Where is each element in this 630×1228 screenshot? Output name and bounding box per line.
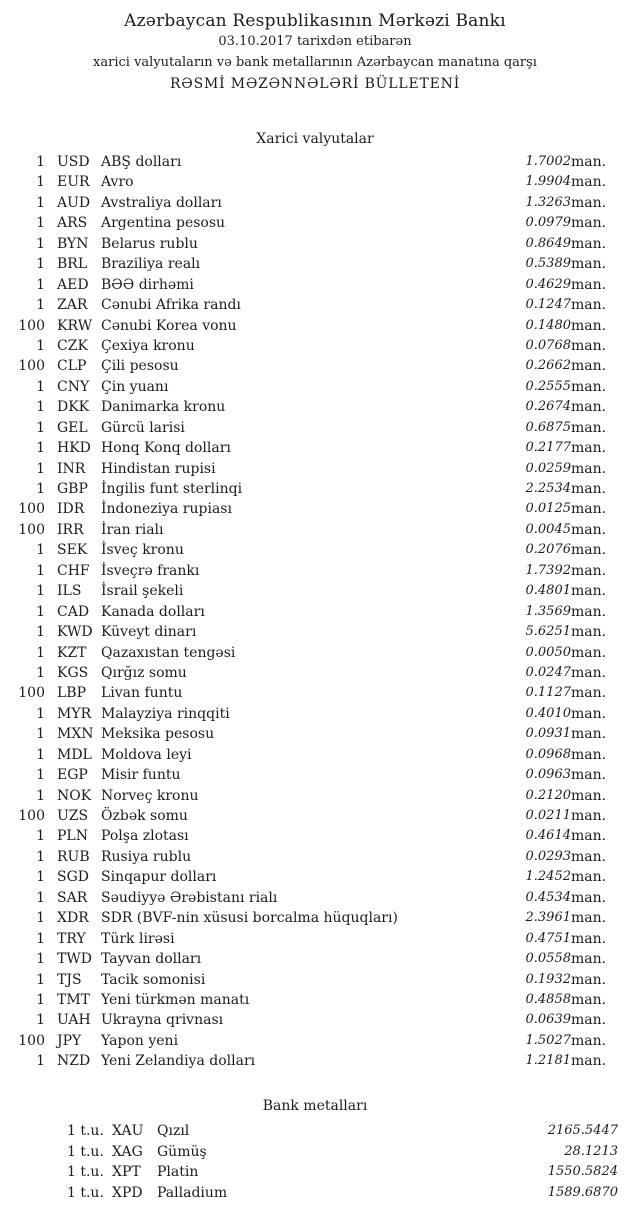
currency-rate: 0.2674	[525, 399, 571, 415]
currency-rate: 0.1127	[525, 685, 571, 701]
currency-row	[0, 316, 630, 336]
currency-row	[0, 540, 630, 560]
currency-rate: 1.9904	[525, 174, 571, 190]
currency-row	[0, 561, 630, 581]
currency-unit: man.	[571, 644, 607, 661]
currency-name: Sinqapur dolları	[101, 869, 217, 886]
currency-unit: man.	[571, 276, 607, 293]
currency-unit: man.	[571, 910, 607, 927]
currency-name: Honq Konq dolları	[101, 440, 231, 457]
currency-rate: 0.0558	[525, 951, 571, 967]
currency-name: Çili pesosu	[101, 358, 179, 375]
currency-nominal: 1	[36, 194, 45, 211]
currency-unit: man.	[571, 501, 607, 518]
metal-price: 28.1213	[564, 1143, 618, 1159]
currency-nominal: 1	[36, 235, 45, 252]
currency-code: USD	[57, 154, 90, 170]
currency-row	[0, 1010, 630, 1030]
currency-nominal: 1	[36, 664, 45, 681]
currency-code: GBP	[57, 481, 88, 497]
currency-row	[0, 724, 630, 744]
currency-nominal: 1	[36, 767, 45, 784]
currency-code: KGS	[57, 664, 89, 681]
currency-name: İsveçrə frankı	[101, 562, 200, 579]
currency-nominal: 100	[18, 808, 45, 824]
currency-code: IRR	[57, 521, 84, 538]
metal-code: XPT	[112, 1164, 141, 1180]
currency-unit: man.	[571, 603, 607, 620]
currency-row	[0, 479, 630, 499]
currency-unit: man.	[571, 869, 607, 886]
currency-code: TMT	[57, 991, 91, 1008]
currency-name: Kanada dolları	[101, 603, 205, 620]
currency-unit: man.	[571, 889, 607, 906]
currency-row	[0, 459, 630, 479]
bank-name: Azərbaycan Respublikasının Mərkəzi Bankı	[124, 11, 506, 31]
currency-rate: 0.1247	[525, 297, 571, 313]
currency-rate: 0.1932	[525, 971, 571, 987]
currency-name: Tacik somonisi	[101, 971, 206, 988]
currency-row	[0, 152, 630, 172]
metal-code: XPD	[112, 1184, 143, 1201]
currency-unit: man.	[571, 174, 607, 191]
currency-nominal: 1	[36, 644, 45, 661]
currency-name: Ukrayna qrivnası	[101, 1012, 224, 1029]
currency-name: Malayziya rinqqiti	[101, 705, 230, 722]
currency-nominal: 1	[36, 481, 45, 497]
currency-row	[0, 847, 630, 867]
currency-row	[0, 356, 630, 376]
currency-name: İndoneziya rupiası	[101, 501, 232, 518]
currency-name: Tayvan dolları	[101, 951, 202, 968]
currency-code: BRL	[57, 256, 88, 273]
currency-name: Argentina pesosu	[101, 215, 226, 232]
metal-nominal: 1 t.u.	[67, 1143, 104, 1160]
currency-row	[0, 377, 630, 397]
currency-unit: man.	[571, 542, 607, 559]
currency-row	[0, 234, 630, 254]
currency-name: Avstraliya dolları	[101, 194, 222, 211]
currency-name: Cənubi Afrika randı	[101, 297, 241, 314]
currency-nominal: 1	[36, 460, 45, 477]
currency-code: DKK	[57, 399, 90, 416]
currency-unit: man.	[571, 746, 607, 763]
currency-name: SDR (BVF-nin xüsusi borcalma hüquqları)	[101, 910, 398, 927]
currency-nominal: 1	[36, 971, 45, 988]
currency-code: SEK	[57, 542, 88, 559]
currency-rate: 0.5389	[525, 256, 571, 272]
currency-rate: 0.1480	[525, 317, 571, 333]
currency-row	[0, 683, 630, 703]
currency-name: Rusiya rublu	[101, 848, 192, 865]
metal-price: 1589.6870	[547, 1184, 618, 1200]
currency-row	[0, 520, 630, 540]
currency-name: Misir funtu	[101, 767, 181, 784]
currency-rate: 0.8649	[525, 235, 571, 251]
currency-code: TWD	[57, 951, 92, 968]
currency-name: Gürcü larisi	[101, 419, 185, 436]
currency-unit: man.	[571, 154, 607, 170]
currency-rate: 0.4614	[525, 828, 571, 844]
currency-rate: 0.0639	[525, 1012, 571, 1028]
currency-rate: 0.0931	[525, 726, 571, 742]
metal-price: 1550.5824	[547, 1164, 618, 1179]
currency-rate: 0.0259	[525, 460, 571, 476]
currency-rate: 0.2120	[525, 787, 571, 803]
currency-rate: 0.2177	[525, 440, 571, 456]
currency-nominal: 1	[36, 215, 45, 232]
currency-name: Cənubi Korea vonu	[101, 317, 237, 334]
currency-code: AUD	[57, 194, 91, 211]
currency-nominal: 1	[36, 705, 45, 722]
currency-code: KRW	[57, 317, 93, 334]
metal-row	[0, 1183, 630, 1204]
metal-nominal: 1 t.u.	[67, 1123, 104, 1139]
currency-code: AED	[57, 276, 89, 293]
currency-name: Livan funtu	[101, 685, 183, 702]
currency-nominal: 1	[36, 910, 45, 927]
currency-unit: man.	[571, 685, 607, 702]
currency-code: NZD	[57, 1053, 91, 1070]
currency-code: EGP	[57, 767, 88, 784]
currency-rate: 0.0768	[525, 337, 571, 353]
currency-name: Türk lirəsi	[101, 930, 175, 947]
currency-rate: 1.5027	[525, 1032, 571, 1048]
currency-nominal: 1	[36, 848, 45, 865]
currency-nominal: 1	[36, 378, 45, 395]
currency-row	[0, 397, 630, 417]
currency-row	[0, 806, 630, 826]
currency-rate: 5.6251	[525, 624, 571, 640]
currency-name: İran rialı	[101, 521, 164, 538]
currency-row	[0, 908, 630, 928]
currency-row	[0, 602, 630, 622]
currency-unit: man.	[571, 848, 607, 865]
currency-row	[0, 1031, 630, 1051]
currency-code: RUB	[57, 848, 90, 865]
currency-name: Çexiya kronu	[101, 337, 195, 354]
currency-name: Braziliya realı	[101, 256, 201, 273]
currency-rate: 0.0125	[525, 501, 571, 517]
currency-rate: 2.2534	[525, 481, 571, 496]
currency-nominal: 1	[36, 542, 45, 559]
currency-code: GEL	[57, 419, 88, 436]
currency-code: ILS	[57, 583, 82, 600]
currency-code: MDL	[57, 746, 92, 763]
currency-nominal: 1	[36, 951, 45, 968]
metal-row	[0, 1142, 630, 1163]
currency-unit: man.	[571, 358, 607, 375]
currency-code: MXN	[57, 726, 94, 743]
currency-row	[0, 581, 630, 601]
currency-rate: 0.2662	[525, 358, 571, 374]
metal-name: Palladium	[157, 1184, 228, 1201]
currency-unit: man.	[571, 440, 607, 457]
currency-unit: man.	[571, 521, 607, 538]
currency-name: Qırğız somu	[101, 664, 187, 681]
currency-unit: man.	[571, 971, 607, 988]
currency-name: İsrail şekeli	[101, 583, 184, 600]
currency-nominal: 100	[18, 521, 45, 538]
metal-nominal: 1 t.u.	[67, 1164, 104, 1180]
currency-code: BYN	[57, 235, 89, 252]
currency-row	[0, 929, 630, 949]
currency-rate: 0.0247	[525, 664, 571, 680]
currency-row	[0, 1051, 630, 1071]
currency-code: SGD	[57, 869, 89, 886]
currency-nominal: 1	[36, 297, 45, 314]
currency-rate: 0.4801	[525, 583, 571, 599]
currency-rate: 0.4751	[525, 930, 571, 946]
currency-unit: man.	[571, 1053, 607, 1070]
currency-nominal: 1	[36, 787, 45, 804]
currency-nominal: 1	[36, 1012, 45, 1029]
currency-unit: man.	[571, 787, 607, 804]
currency-row	[0, 970, 630, 990]
currency-code: TJS	[57, 971, 82, 988]
currency-unit: man.	[571, 664, 607, 681]
currency-row	[0, 213, 630, 233]
currency-code: EUR	[57, 174, 90, 191]
currency-unit: man.	[571, 951, 607, 968]
currency-name: Özbək somu	[101, 808, 188, 824]
metal-price: 2165.5447	[547, 1123, 618, 1138]
metal-nominal: 1 t.u.	[67, 1184, 104, 1201]
currency-rate: 0.4858	[525, 991, 571, 1007]
currency-nominal: 1	[36, 154, 45, 170]
currency-code: LBP	[57, 685, 87, 702]
metals-table	[0, 1121, 630, 1203]
currency-rate: 0.0979	[525, 215, 571, 231]
currency-name: İsveç kronu	[101, 542, 184, 559]
currency-row	[0, 275, 630, 295]
metals-section-title: Bank metalları	[262, 1098, 368, 1114]
currency-code: SAR	[57, 889, 88, 906]
currency-rate: 1.2452	[525, 869, 571, 885]
currency-row	[0, 254, 630, 274]
currency-row	[0, 826, 630, 846]
currency-rate: 1.3569	[525, 603, 571, 619]
currency-code: HKD	[57, 440, 91, 457]
currency-nominal: 1	[36, 440, 45, 457]
currency-unit: man.	[571, 1032, 607, 1049]
currency-nominal: 100	[18, 317, 45, 334]
currency-unit: man.	[571, 215, 607, 232]
currency-nominal: 100	[18, 685, 45, 702]
currency-name: ABŞ dolları	[101, 154, 182, 170]
currency-row	[0, 888, 630, 908]
currency-nominal: 1	[36, 746, 45, 763]
currency-name: Polşa zlotası	[101, 828, 189, 845]
currency-unit: man.	[571, 991, 607, 1008]
currency-rate: 0.0050	[525, 644, 571, 660]
currency-code: ARS	[57, 215, 88, 232]
currency-code: ZAR	[57, 297, 88, 314]
currency-nominal: 1	[36, 869, 45, 886]
currency-name: Yeni Zelandiya dolları	[101, 1053, 256, 1070]
currency-unit: man.	[571, 399, 607, 416]
currency-name: Danimarka kronu	[101, 399, 226, 416]
bulletin-title: RƏSMİ MƏZƏNNƏLƏRİ BÜLLETENİ	[169, 76, 461, 92]
currency-code: CLP	[57, 358, 87, 375]
currency-rate: 2.3961	[525, 910, 571, 926]
currency-rate: 1.3263	[525, 194, 571, 210]
currency-row	[0, 765, 630, 785]
currency-code: INR	[57, 460, 86, 477]
currency-code: IDR	[57, 501, 85, 518]
currency-unit: man.	[571, 583, 607, 600]
currency-rate: 0.0293	[525, 848, 571, 864]
currency-unit: man.	[571, 235, 607, 252]
currency-rate: 0.4534	[525, 889, 571, 905]
currency-row	[0, 745, 630, 765]
metal-name: Gümüş	[157, 1143, 207, 1160]
currency-code: TRY	[57, 930, 86, 947]
currency-nominal: 1	[36, 603, 45, 620]
currency-row	[0, 438, 630, 458]
currency-rate: 1.2181	[525, 1053, 571, 1069]
currency-code: UAH	[57, 1012, 91, 1029]
currency-name: Belarus rublu	[101, 235, 198, 252]
currency-row	[0, 704, 630, 724]
currency-unit: man.	[571, 460, 607, 477]
currency-code: UZS	[57, 808, 89, 824]
currency-nominal: 1	[36, 419, 45, 436]
currency-nominal: 1	[36, 726, 45, 743]
currency-unit: man.	[571, 194, 607, 211]
currency-name: Qazaxıstan tengəsi	[101, 644, 236, 661]
currency-code: MYR	[57, 705, 92, 722]
currency-rate: 0.0045	[525, 521, 571, 537]
currency-rate: 0.6875	[525, 419, 571, 435]
currency-unit: man.	[571, 705, 607, 722]
currency-unit: man.	[571, 481, 607, 497]
currency-name: Yeni türkmən manatı	[101, 991, 250, 1008]
currency-row	[0, 172, 630, 192]
currency-code: CNY	[57, 378, 90, 395]
metal-code: XAG	[112, 1143, 143, 1160]
currency-row	[0, 295, 630, 315]
currency-row	[0, 663, 630, 683]
currency-nominal: 1	[36, 991, 45, 1008]
currency-name: Yapon yeni	[101, 1032, 179, 1049]
currency-unit: man.	[571, 378, 607, 395]
currency-unit: man.	[571, 256, 607, 273]
metal-row	[0, 1162, 630, 1183]
currency-unit: man.	[571, 930, 607, 947]
currency-nominal: 1	[36, 930, 45, 947]
currency-code: XDR	[57, 910, 89, 927]
currency-nominal: 1	[36, 583, 45, 600]
currency-name: Meksika pesosu	[101, 726, 215, 743]
currency-nominal: 1	[36, 276, 45, 293]
fx-rates-table	[0, 152, 630, 1072]
currency-rate: 0.0211	[525, 808, 571, 823]
currency-rate: 1.7002	[525, 154, 571, 169]
currency-name: İngilis funt sterlinqi	[101, 481, 243, 497]
currency-code: KWD	[57, 624, 93, 641]
currency-code: JPY	[57, 1032, 82, 1049]
currency-nominal: 1	[36, 624, 45, 641]
currency-nominal: 1	[36, 828, 45, 845]
currency-nominal: 1	[36, 256, 45, 273]
currency-name: Küveyt dinarı	[101, 624, 197, 641]
metal-name: Qızıl	[157, 1123, 190, 1139]
currency-nominal: 1	[36, 337, 45, 354]
bulletin-header	[0, 10, 630, 95]
currency-code: CZK	[57, 337, 88, 354]
currency-unit: man.	[571, 767, 607, 784]
currency-nominal: 1	[36, 174, 45, 191]
currency-unit: man.	[571, 562, 607, 579]
currency-rate: 1.7392	[525, 562, 571, 578]
currency-name: Çin yuanı	[101, 378, 169, 395]
currency-name: Hindistan rupisi	[101, 460, 216, 477]
fx-section-title: Xarici valyutalar	[256, 131, 374, 147]
metal-row	[0, 1121, 630, 1142]
currency-row	[0, 786, 630, 806]
bulletin-subtitle: xarici valyutaların və bank metallarının Azərbaycan manatına qarşı	[93, 55, 537, 70]
currency-name: Norveç kronu	[101, 787, 199, 804]
currency-nominal: 100	[18, 1032, 45, 1049]
currency-row	[0, 990, 630, 1010]
metal-code: XAU	[112, 1123, 144, 1139]
currency-code: CAD	[57, 603, 90, 620]
effective-date: 03.10.2017 tarixdən etibarən	[218, 34, 412, 49]
currency-unit: man.	[571, 624, 607, 641]
currency-unit: man.	[571, 726, 607, 743]
currency-nominal: 1	[36, 889, 45, 906]
currency-nominal: 100	[18, 501, 45, 518]
currency-rate: 0.0968	[525, 746, 571, 762]
currency-unit: man.	[571, 828, 607, 845]
currency-name: Səudiyyə Ərəbistanı rialı	[101, 889, 278, 906]
metal-name: Platin	[157, 1164, 199, 1180]
currency-code: PLN	[57, 828, 88, 845]
currency-code: KZT	[57, 644, 87, 661]
currency-code: CHF	[57, 562, 90, 579]
currency-name: BƏƏ dirhəmi	[101, 276, 194, 293]
currency-nominal: 1	[36, 1053, 45, 1070]
currency-code: NOK	[57, 787, 92, 804]
currency-row	[0, 867, 630, 887]
currency-nominal: 1	[36, 562, 45, 579]
currency-rate: 0.4010	[525, 705, 571, 721]
currency-row	[0, 193, 630, 213]
currency-unit: man.	[571, 297, 607, 314]
currency-unit: man.	[571, 419, 607, 436]
currency-row	[0, 499, 630, 519]
currency-row	[0, 418, 630, 438]
currency-name: Avro	[101, 174, 134, 191]
currency-rate: 0.4629	[525, 276, 571, 292]
currency-nominal: 100	[18, 358, 45, 375]
currency-row	[0, 622, 630, 642]
currency-rate: 0.2555	[525, 378, 571, 394]
currency-rate: 0.0963	[525, 767, 571, 783]
currency-unit: man.	[571, 808, 607, 824]
currency-row	[0, 949, 630, 969]
currency-row	[0, 643, 630, 663]
currency-unit: man.	[571, 337, 607, 354]
currency-row	[0, 336, 630, 356]
currency-rate: 0.2076	[525, 542, 571, 558]
currency-unit: man.	[571, 1012, 607, 1029]
currency-name: Moldova leyi	[101, 746, 192, 763]
currency-nominal: 1	[36, 399, 45, 416]
currency-unit: man.	[571, 317, 607, 334]
